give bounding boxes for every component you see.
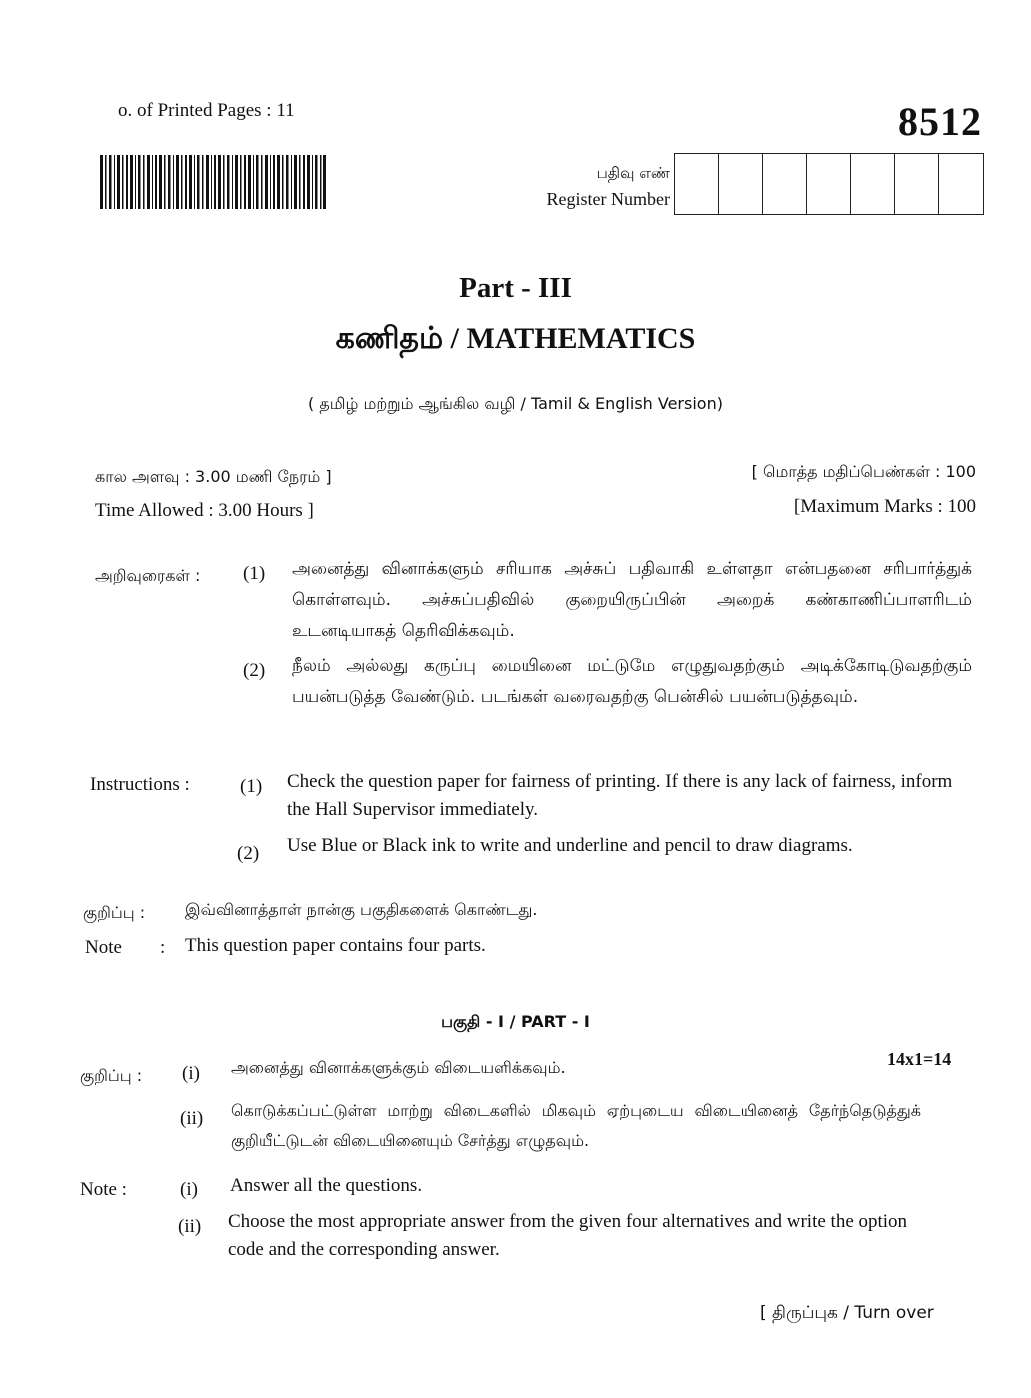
note-label-english: Note bbox=[85, 937, 122, 958]
register-label-tamil: பதிவு எண் bbox=[596, 164, 670, 182]
part-title: Part - III bbox=[459, 272, 572, 304]
instructions-label-english: Instructions : bbox=[90, 774, 190, 795]
part-1-note-label-english: Note : bbox=[80, 1179, 127, 1200]
register-digit-box[interactable] bbox=[675, 154, 719, 214]
time-allowed-tamil: கால அளவு : 3.00 மணி நேரம் ] bbox=[95, 467, 332, 486]
note-item-number: (i) bbox=[180, 1179, 198, 1200]
printed-pages-count: o. of Printed Pages : 11 bbox=[118, 100, 295, 121]
part-1-note-english-1: Answer all the questions. bbox=[230, 1175, 423, 1196]
instruction-number: (2) bbox=[243, 660, 266, 681]
note-item-number: (ii) bbox=[180, 1108, 204, 1129]
note-text-english: This question paper contains four parts. bbox=[185, 935, 486, 956]
register-label-english: Register Number bbox=[546, 189, 670, 209]
register-digit-box[interactable] bbox=[719, 154, 763, 214]
note-item-number: (ii) bbox=[178, 1216, 202, 1237]
instruction-text-english-2: Use Blue or Black ink to write and underline and pencil to draw diagrams. bbox=[287, 835, 853, 856]
time-allowed-english: Time Allowed : 3.00 Hours ] bbox=[95, 500, 314, 521]
medium-version: ( தமிழ் மற்றும் ஆங்கில வழி / Tamil & English Version) bbox=[308, 394, 723, 413]
note-label-tamil: குறிப்பு : bbox=[83, 903, 146, 922]
register-number-label bbox=[520, 160, 670, 212]
part-1-heading: பகுதி - I / PART - I bbox=[441, 1012, 590, 1031]
instructions-label-tamil: அறிவுரைகள் : bbox=[95, 566, 201, 585]
barcode-image bbox=[100, 155, 326, 209]
note-colon: : bbox=[160, 937, 166, 958]
subject-title: கணிதம் / MATHEMATICS bbox=[335, 322, 696, 355]
instruction-number: (2) bbox=[237, 843, 260, 864]
register-digit-box[interactable] bbox=[763, 154, 807, 214]
turn-over-label: [ திருப்புக / Turn over bbox=[760, 1303, 934, 1323]
part-1-note-tamil-1: அனைத்து வினாக்களுக்கும் விடையளிக்கவும். bbox=[231, 1058, 566, 1077]
maximum-marks-tamil: [ மொத்த மதிப்பெண்கள் : 100 bbox=[751, 462, 976, 481]
instruction-text-tamil-1: அனைத்து வினாக்களும் சரியாக அச்சுப் பதிவாகி உள்ளதா என்பதனை சரிபார்த்துக் கொள்ளவும். அச்சுப்பதிவில் குறையிருப்பின் அறைக் கண்காணிப்பாளரிடம் உடனடியாகத் தெரிவிக்கவும். bbox=[292, 559, 972, 641]
register-number-boxes[interactable] bbox=[674, 153, 984, 215]
instruction-number: (1) bbox=[240, 776, 263, 797]
instruction-text-tamil-2: நீலம் அல்லது கருப்பு மையினை மட்டுமே எழுதுவதற்கும் அடிக்கோடிடுவதற்கும் பயன்படுத்த வேண்டும். படங்கள் வரைவதற்கு பென்சில் பயன்படுத்தவும். bbox=[292, 656, 972, 707]
register-digit-box[interactable] bbox=[895, 154, 939, 214]
instruction-text-english-1: Check the question paper for fairness of printing. If there is any lack of fairness, inform the Hall Supervisor immediately. bbox=[287, 771, 953, 820]
part-1-marks: 14x1=14 bbox=[887, 1049, 952, 1069]
part-1-note-tamil-2: கொடுக்கப்பட்டுள்ள மாற்று விடைகளில் மிகவும் ஏற்புடைய விடையினைத் தேர்ந்தெடுத்துக் குறியீட்டுடன் விடையினையும் சேர்த்து எழுதவும். bbox=[231, 1101, 921, 1150]
note-item-number: (i) bbox=[182, 1063, 200, 1084]
instruction-number: (1) bbox=[243, 563, 266, 584]
paper-code: 8512 bbox=[898, 99, 982, 144]
part-1-note-english-2: Choose the most appropriate answer from the given four alternatives and write the option code and the corresponding answer. bbox=[228, 1211, 908, 1260]
note-text-tamil: இவ்வினாத்தாள் நான்கு பகுதிகளைக் கொண்டது. bbox=[185, 900, 538, 919]
register-digit-box[interactable] bbox=[807, 154, 851, 214]
register-digit-box[interactable] bbox=[851, 154, 895, 214]
part-1-note-label-tamil: குறிப்பு : bbox=[80, 1066, 143, 1085]
maximum-marks-english: [Maximum Marks : 100 bbox=[793, 496, 976, 517]
register-digit-box[interactable] bbox=[939, 154, 983, 214]
